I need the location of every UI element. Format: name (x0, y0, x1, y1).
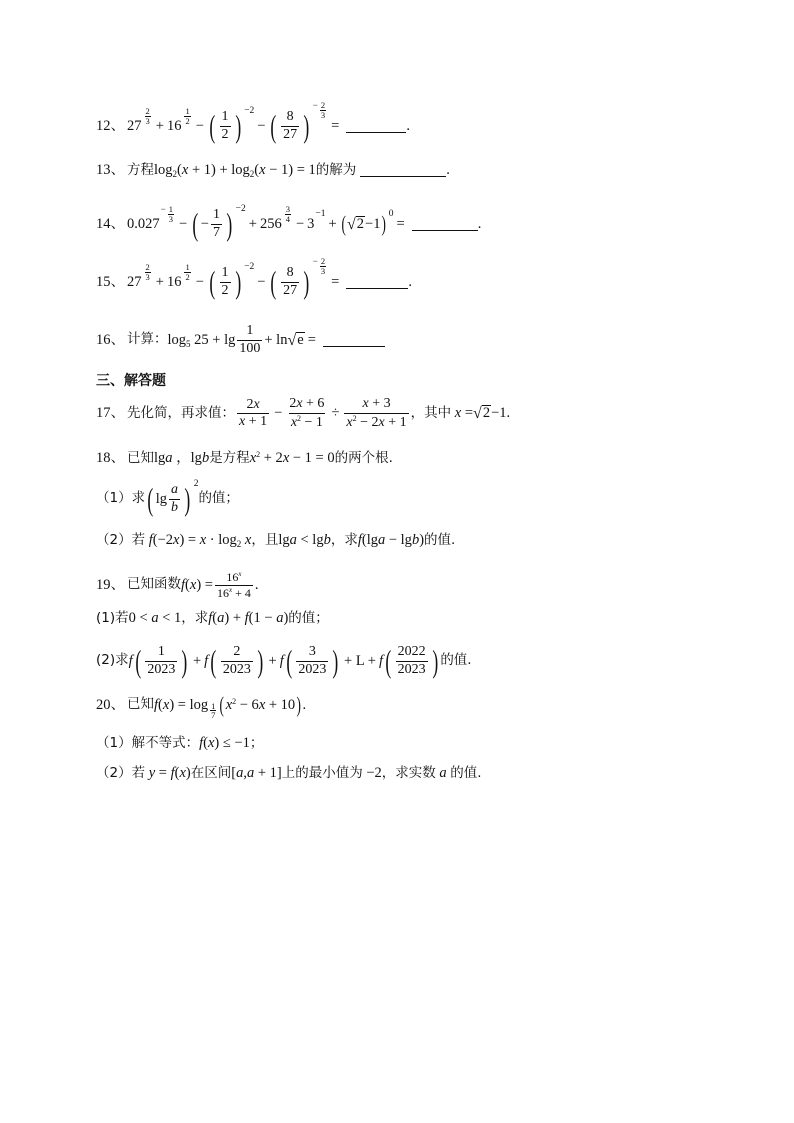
question-20: 20、 已知 f(x) = log $\frac{1}{7}$ ( $x^2 - 6x + 10$ ) . (96, 692, 307, 721)
question-16: 16、 计算： log 5 25 + lg $\frac{1}{100}$ + ln √ e = (96, 324, 385, 356)
question-19-part-1: (1)若 0 < a < 1 ，求 f(a) + f(1 − a) 的值； (96, 609, 329, 626)
question-19-part-2: (2)求 f ( $\frac{1}{2023}$ ) + f ( $\frac{2}{2023}$ ) + f ( $\frac{3}{2023}$ ) + L + f ( $\frac{2022}{2023}$ ) 的值. (96, 642, 472, 679)
question-number: 17、 (96, 405, 125, 422)
question-17: 17、 先化简，再求值： $\frac{2x}{x + 1}$ − $\frac{2x + 6}{x^2 - 1}$ ÷ $\frac{x + 3}{x^2 - 2x + 1}$ ，其中 x = √ 2 −1 . (96, 396, 511, 430)
question-number: 14、 (96, 215, 125, 232)
question-number: 20、 (96, 696, 125, 713)
question-number: 16、 (96, 331, 125, 348)
question-number: 12、 (96, 117, 125, 134)
question-15: 15、 27 $\frac{2}{3}$ + 16 $\frac{1}{2}$ − ( $\frac{1}{2}$ ) −2 − ( $\frac{8}{27}$ ) − $\frac{2}{3}$ = . (96, 256, 412, 300)
question-19: 19、 已知函数 f(x) = $\frac{16^x}{16^x + 4}$ . (96, 570, 259, 600)
question-18-part-1: （1）求 ( lg $\frac{a}{b}$ ) 2 的值； (96, 479, 239, 517)
question-13: 13、 方程 log 2 (x + 1) + log 2 (x − 1) = 1 的解为 . (96, 161, 450, 179)
question-20-part-1: （1）解不等式： f(x) ≤ −1 ； (96, 734, 264, 751)
section-heading: 三、解答题 (96, 373, 166, 389)
question-18: 18、 已知 lga ，lgb 是方程 $x^2 + 2x - 1 = 0$ 的两个根. (96, 449, 393, 466)
question-number: 15、 (96, 273, 125, 290)
question-14: 14、 0.027 − $\frac{1}{3}$ − ( − $\frac{1}{7}$ ) −2 + 256 $\frac{3}{4}$ − 3 −1 + ( √ 2 −1 ) 0 = . (96, 204, 482, 242)
question-12: 12、 27 $\frac{2}{3}$ + 16 $\frac{1}{2}$ − ( $\frac{1}{2}$ ) −2 − ( $\frac{8}{27}$ ) − $\frac{2}{3}$ = . (96, 100, 410, 144)
question-number: 18、 (96, 450, 125, 466)
question-number: 13、 (96, 162, 125, 178)
question-20-part-2: （2）若 y = f(x) 在区间 [a,a + 1] 上的最小值为 −2 ，求实数 a 的值. (96, 764, 482, 781)
question-number: 19、 (96, 576, 125, 593)
question-18-part-2: （2）若 f(−2x) = x · log 2 x ，且 lga < lgb ，求 f(lga − lgb) 的值. (96, 531, 456, 549)
